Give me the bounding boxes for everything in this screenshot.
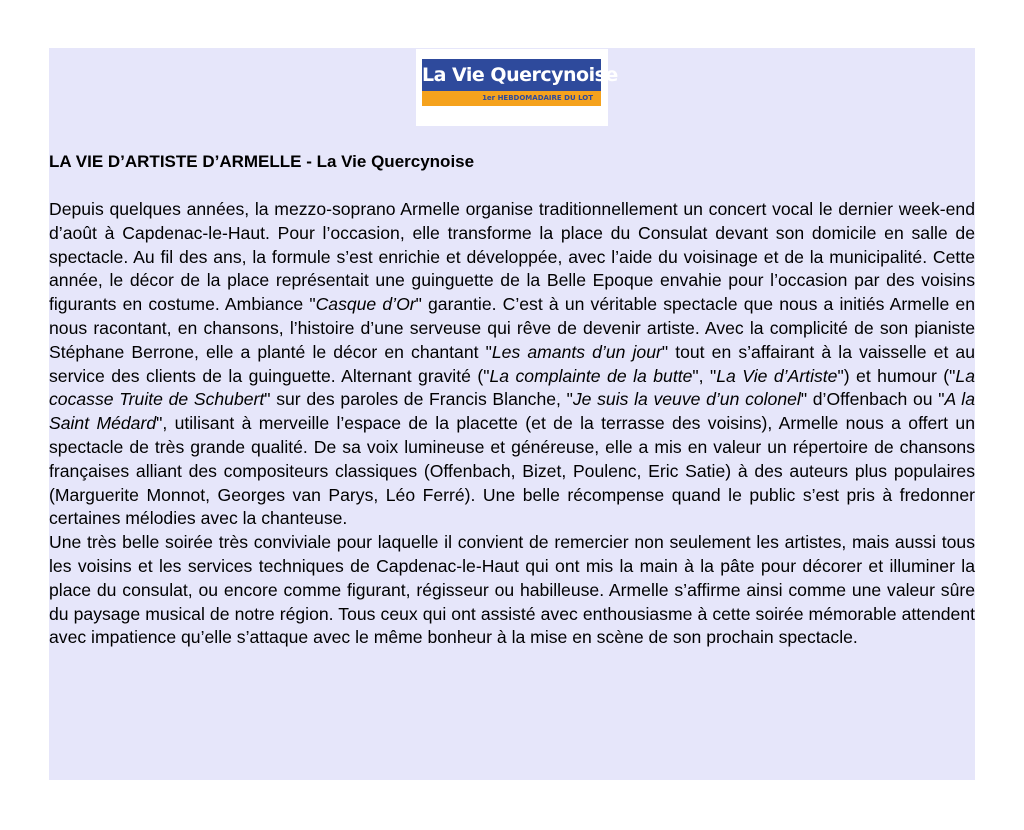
newspaper-logo xyxy=(416,49,618,126)
article-paragraph-1 xyxy=(49,198,975,531)
text-run: " d’Offenbach ou " xyxy=(800,389,945,410)
italic-title: Je suis la veuve d’un colonel xyxy=(572,389,801,410)
text-run: " tout en s’affairant à la vaisselle et au service des clients de la guinguette. Alternant gravité (" xyxy=(49,341,976,386)
italic-title: Casque d’Or xyxy=(315,294,416,315)
italic-title: Les amants d’un jour xyxy=(491,341,662,362)
text-run: " sur des paroles de Francis Blanche, " xyxy=(264,389,573,410)
logo-band xyxy=(422,59,618,106)
text-run: ", " xyxy=(692,365,717,386)
article-body xyxy=(49,198,975,650)
article-panel xyxy=(49,48,975,780)
logo-tagline: 1er HEBDOMADAIRE DU LOT xyxy=(422,91,601,106)
article-paragraph-2: Une très belle soirée très conviviale pour laquelle il convient de remercier non seulement les artistes, mais aussi tous les voisins et les services techniques de Capdenac-le-Haut qui ont mis la main à la pâte pour décorer et illuminer la place du consulat, ou encore comme figurant, régisseur ou habilleuse. Armelle s’affirme ainsi comme une valeur sûre du paysage musical de notre région. Tous ceux qui ont assisté avec enthousiasme à cette soirée mémorable attendent avec impatience qu’elle s’attaque avec le même bonheur à la mise en scène de son prochain spectacle. xyxy=(49,532,975,648)
text-run: " garantie. C’est à un véritable spectacle que nous a initiés Armelle en nous racontant, en chansons, l’histoire d’une serveuse qui rêve de devenir artiste. Avec la complicité de son pianiste Stéphane Berrone, elle a planté le décor en chantant " xyxy=(49,294,975,362)
logo-name: La Vie Quercynoise xyxy=(422,59,601,91)
article-title: LA VIE D’ARTISTE D’ARMELLE - La Vie Quercynoise xyxy=(49,152,475,171)
text-run: ") et humour (" xyxy=(837,365,956,386)
text-run: Depuis quelques années, la mezzo-soprano Armelle organise traditionnellement un concert vocal le dernier week-end d’août à Capdenac-le-Haut. Pour l’occasion, elle transforme la place du Consulat devant son domicile en salle de spectacle. Au fil des ans, la formule s’est enrichie et développée, avec l’aide du voisinage et de la municipalité. Cette année, le décor de la place représentait une guinguette de la Belle Epoque envahie pour l’occasion par des voisins figurants en costume. Ambiance " xyxy=(49,199,975,315)
italic-title: La cocasse Truite de Schubert xyxy=(49,365,975,410)
text-run: ", utilisant à merveille l’espace de la placette (et de la terrasse des voisins), Armelle nous a offert un spectacle de très grande qualité. De sa voix lumineuse et généreuse, elle a mis en valeur un répertoire de chansons françaises alliant des compositeurs classiques (Offenbach, Bizet, Poulenc, Eric Satie) à des auteurs plus populaires (Marguerite Monnot, Georges van Parys, Léo Ferré). Une belle récompense quand le public s’est pris à fredonner certaines mélodies avec la chanteuse. xyxy=(49,413,975,529)
italic-title: A la Saint Médard xyxy=(49,389,975,434)
italic-title: La Vie d’Artiste xyxy=(716,365,838,386)
italic-title: La complainte de la butte xyxy=(489,365,693,386)
